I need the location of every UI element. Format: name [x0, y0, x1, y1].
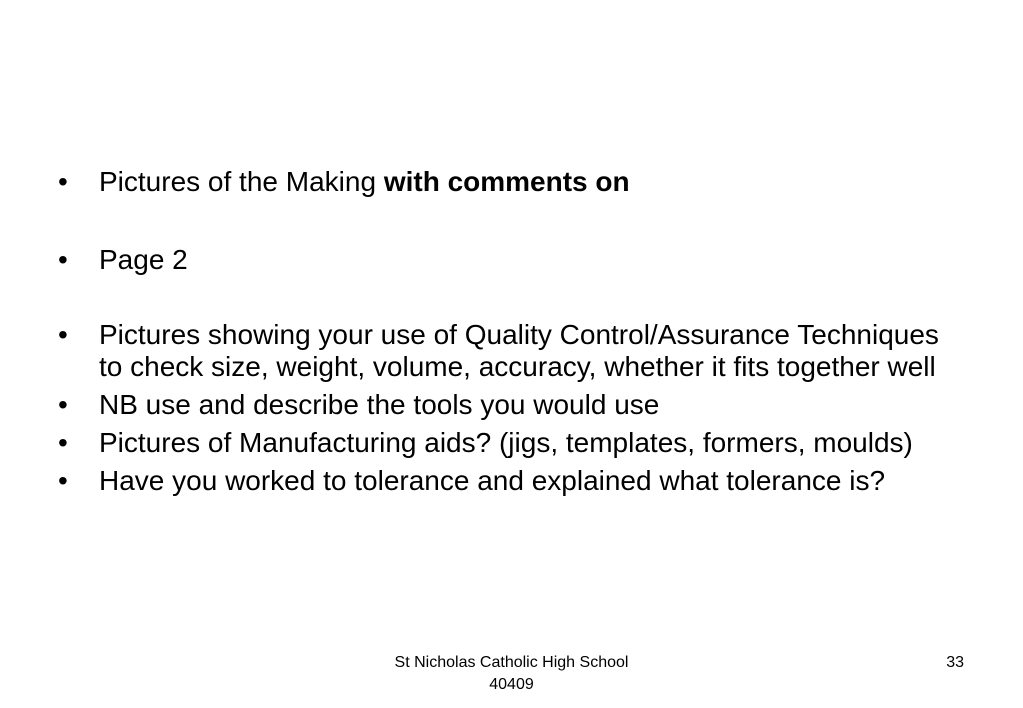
bullet-item	[58, 244, 958, 276]
footer-school	[300, 652, 723, 696]
bullet-dot-icon: •	[58, 166, 68, 197]
bullet-item	[58, 389, 958, 421]
footer-school-name: St Nicholas Catholic High School	[394, 654, 629, 671]
bullet-text: Page 2	[99, 244, 188, 275]
bullet-list	[58, 166, 958, 497]
bullet-text: NB use and describe the tools you would use	[99, 389, 660, 420]
bullet-item	[58, 427, 958, 459]
bullet-item	[58, 465, 958, 497]
bullet-item	[58, 319, 958, 383]
bullet-item	[58, 166, 958, 198]
bullet-dot-icon: •	[58, 427, 68, 458]
page-number: 33	[946, 654, 964, 671]
bullet-text: Pictures showing your use of Quality Control/Assurance Techniques to check size, weight, volume, accuracy, whether it fits together well	[99, 319, 939, 382]
bullet-bold-text: with comments on	[383, 166, 630, 197]
bullet-dot-icon: •	[58, 319, 68, 350]
bullet-dot-icon: •	[58, 244, 68, 275]
bullet-text: Pictures of Manufacturing aids? (jigs, templates, formers, moulds)	[99, 427, 913, 458]
footer-school-code: 40409	[489, 676, 534, 693]
bullet-dot-icon: •	[58, 389, 68, 420]
bullet-text: Have you worked to tolerance and explained what tolerance is?	[99, 465, 886, 496]
bullet-dot-icon: •	[58, 465, 68, 496]
bullet-text: Pictures of the Making	[99, 166, 384, 197]
